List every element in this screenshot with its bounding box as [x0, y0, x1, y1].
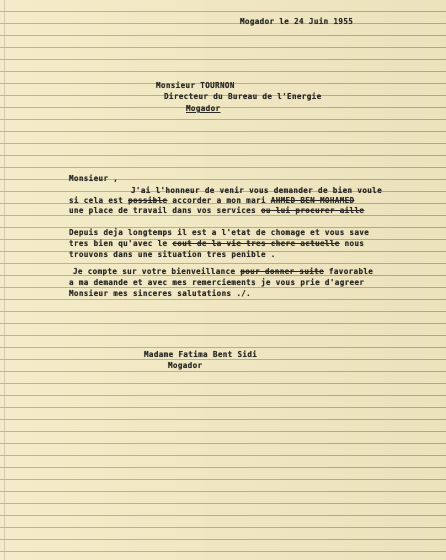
- body-line: [73, 267, 373, 276]
- ruled-margin-line: [4, 0, 5, 560]
- body-text: une place de travail dans vos services: [69, 206, 261, 215]
- body-line: Monsieur mes sinceres salutations ./.: [69, 289, 252, 298]
- body-line: Depuis deja longtemps il est a l'etat de chomage et vous save: [69, 228, 370, 237]
- date-line: Mogador le 24 Juin 1955: [240, 17, 354, 26]
- recipient-city: Mogador: [186, 104, 221, 113]
- body-text: favorable: [324, 267, 374, 276]
- body-line: J'ai l'honneur de venir vous demander de bien voule: [131, 186, 383, 195]
- husband-name: AHMED BEN MOHAMED: [270, 196, 355, 205]
- body-text: accorder a mon mari: [167, 196, 271, 205]
- signature-city: Mogador: [168, 361, 203, 370]
- body-text: tres bien qu'avec le: [69, 239, 173, 248]
- body-line: trouvons dans une situation tres penible .: [69, 250, 276, 259]
- struck-text: cout de la vie tres chere actuelle: [172, 239, 340, 248]
- salutation: Monsieur ,: [69, 174, 119, 183]
- body-text: si cela est: [69, 196, 129, 205]
- body-line: a ma demande et avec mes remerciements je vous prie d'agreer: [69, 278, 365, 287]
- body-text: nous: [339, 239, 365, 248]
- struck-text: possible: [128, 196, 168, 205]
- signature-name: Madame Fatima Bent Sidi: [144, 350, 258, 359]
- body-line: [69, 239, 364, 248]
- body-text: Je compte sur votre bienveillance: [73, 267, 241, 276]
- body-line: [69, 206, 364, 215]
- struck-text: pour donner suite: [240, 267, 325, 276]
- recipient-title: Directeur du Bureau de l'Energie: [164, 92, 322, 101]
- recipient-name: Monsieur TOURNON: [156, 81, 235, 90]
- body-line: [69, 196, 354, 205]
- struck-text: ou lui procurer aille: [260, 206, 365, 215]
